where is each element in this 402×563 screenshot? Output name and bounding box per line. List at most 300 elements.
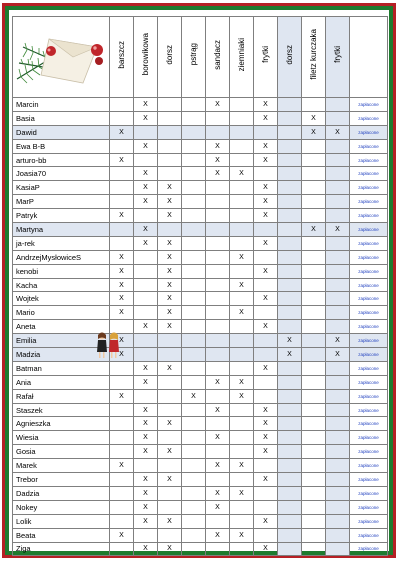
order-cell[interactable]: X	[302, 125, 326, 139]
order-cell[interactable]	[110, 486, 134, 500]
order-cell[interactable]: X	[134, 375, 158, 389]
order-cell[interactable]: X	[254, 431, 278, 445]
order-cell[interactable]	[206, 306, 230, 320]
order-cell[interactable]	[182, 111, 206, 125]
order-cell[interactable]: X	[326, 125, 350, 139]
order-cell[interactable]	[158, 348, 182, 362]
order-cell[interactable]	[302, 195, 326, 209]
order-cell[interactable]	[158, 98, 182, 112]
order-cell[interactable]: X	[254, 209, 278, 223]
order-cell[interactable]	[158, 431, 182, 445]
order-cell[interactable]: X	[134, 486, 158, 500]
order-cell[interactable]: X	[254, 195, 278, 209]
person-name[interactable]: ja-rek	[13, 236, 110, 250]
order-cell[interactable]	[302, 181, 326, 195]
order-cell[interactable]: X	[254, 542, 278, 556]
person-name[interactable]: Gosia	[13, 445, 110, 459]
person-name[interactable]: kenobi	[13, 264, 110, 278]
order-cell[interactable]	[182, 209, 206, 223]
order-cell[interactable]	[278, 292, 302, 306]
order-cell[interactable]	[278, 389, 302, 403]
order-cell[interactable]	[302, 542, 326, 556]
order-cell[interactable]	[134, 292, 158, 306]
person-name[interactable]: Marek	[13, 459, 110, 473]
order-cell[interactable]	[302, 486, 326, 500]
order-cell[interactable]	[302, 278, 326, 292]
order-cell[interactable]: X	[158, 417, 182, 431]
person-name[interactable]: Basia	[13, 111, 110, 125]
order-cell[interactable]	[110, 500, 134, 514]
person-name[interactable]: Dawid	[13, 125, 110, 139]
order-cell[interactable]: X	[134, 403, 158, 417]
order-cell[interactable]	[278, 542, 302, 556]
order-cell[interactable]: X	[326, 223, 350, 237]
order-cell[interactable]	[230, 209, 254, 223]
order-cell[interactable]	[206, 264, 230, 278]
order-cell[interactable]	[182, 361, 206, 375]
order-cell[interactable]: X	[254, 111, 278, 125]
order-cell[interactable]	[278, 139, 302, 153]
order-cell[interactable]	[302, 320, 326, 334]
order-cell[interactable]: X	[230, 250, 254, 264]
order-cell[interactable]: X	[110, 306, 134, 320]
order-cell[interactable]: X	[254, 320, 278, 334]
order-cell[interactable]: X	[206, 459, 230, 473]
order-cell[interactable]: X	[158, 292, 182, 306]
order-cell[interactable]: X	[110, 209, 134, 223]
order-cell[interactable]	[302, 361, 326, 375]
order-cell[interactable]	[110, 139, 134, 153]
order-cell[interactable]	[254, 348, 278, 362]
order-cell[interactable]	[110, 473, 134, 487]
order-cell[interactable]	[302, 306, 326, 320]
order-cell[interactable]	[278, 375, 302, 389]
order-cell[interactable]	[230, 417, 254, 431]
order-cell[interactable]	[134, 334, 158, 348]
order-cell[interactable]: X	[134, 236, 158, 250]
person-name[interactable]: Mario	[13, 306, 110, 320]
order-cell[interactable]	[158, 403, 182, 417]
order-cell[interactable]	[278, 431, 302, 445]
order-cell[interactable]	[182, 264, 206, 278]
order-cell[interactable]	[206, 209, 230, 223]
order-cell[interactable]	[182, 320, 206, 334]
order-cell[interactable]	[206, 278, 230, 292]
order-cell[interactable]	[134, 348, 158, 362]
order-cell[interactable]	[326, 542, 350, 556]
order-cell[interactable]	[182, 473, 206, 487]
order-cell[interactable]: X	[134, 445, 158, 459]
order-cell[interactable]	[326, 417, 350, 431]
order-cell[interactable]: X	[254, 98, 278, 112]
order-cell[interactable]	[110, 403, 134, 417]
order-cell[interactable]: X	[134, 167, 158, 181]
order-cell[interactable]	[110, 98, 134, 112]
order-cell[interactable]	[326, 389, 350, 403]
order-cell[interactable]	[182, 417, 206, 431]
order-cell[interactable]	[278, 153, 302, 167]
order-cell[interactable]	[206, 125, 230, 139]
person-name[interactable]: Rafał	[13, 389, 110, 403]
order-cell[interactable]	[182, 125, 206, 139]
order-cell[interactable]	[302, 459, 326, 473]
order-cell[interactable]: X	[110, 348, 134, 362]
order-cell[interactable]	[230, 320, 254, 334]
order-cell[interactable]: X	[110, 528, 134, 542]
order-cell[interactable]	[158, 139, 182, 153]
order-cell[interactable]: X	[206, 153, 230, 167]
person-name[interactable]: Beata	[13, 528, 110, 542]
order-cell[interactable]	[230, 195, 254, 209]
order-cell[interactable]: X	[158, 181, 182, 195]
order-cell[interactable]: X	[134, 223, 158, 237]
order-cell[interactable]	[326, 181, 350, 195]
order-cell[interactable]	[302, 528, 326, 542]
order-cell[interactable]: X	[134, 542, 158, 556]
order-cell[interactable]	[326, 111, 350, 125]
order-cell[interactable]	[230, 125, 254, 139]
person-name[interactable]: Marcin	[13, 98, 110, 112]
order-cell[interactable]: X	[230, 278, 254, 292]
order-cell[interactable]	[110, 514, 134, 528]
order-cell[interactable]	[278, 181, 302, 195]
person-name[interactable]: arturo-bb	[13, 153, 110, 167]
order-cell[interactable]	[182, 181, 206, 195]
order-cell[interactable]: X	[206, 500, 230, 514]
order-cell[interactable]	[254, 223, 278, 237]
order-cell[interactable]: X	[134, 320, 158, 334]
order-cell[interactable]: X	[134, 514, 158, 528]
order-cell[interactable]	[278, 195, 302, 209]
order-cell[interactable]	[302, 403, 326, 417]
order-cell[interactable]: X	[158, 250, 182, 264]
person-name[interactable]: Patryk	[13, 209, 110, 223]
order-cell[interactable]	[182, 514, 206, 528]
person-name[interactable]: Madzia	[13, 348, 110, 362]
person-name[interactable]: Martyna	[13, 223, 110, 237]
order-cell[interactable]: X	[254, 139, 278, 153]
order-cell[interactable]	[230, 514, 254, 528]
order-cell[interactable]	[302, 389, 326, 403]
order-cell[interactable]	[110, 445, 134, 459]
order-cell[interactable]	[254, 278, 278, 292]
order-cell[interactable]	[134, 250, 158, 264]
order-cell[interactable]	[326, 292, 350, 306]
order-cell[interactable]	[158, 153, 182, 167]
order-cell[interactable]	[230, 236, 254, 250]
order-cell[interactable]	[110, 223, 134, 237]
order-cell[interactable]	[278, 486, 302, 500]
order-cell[interactable]	[230, 139, 254, 153]
order-cell[interactable]: X	[206, 403, 230, 417]
order-cell[interactable]: X	[254, 514, 278, 528]
order-cell[interactable]: X	[278, 348, 302, 362]
order-cell[interactable]	[230, 361, 254, 375]
order-cell[interactable]	[182, 278, 206, 292]
order-cell[interactable]	[230, 334, 254, 348]
order-cell[interactable]	[206, 417, 230, 431]
order-cell[interactable]: X	[302, 223, 326, 237]
order-cell[interactable]	[158, 500, 182, 514]
order-cell[interactable]	[326, 473, 350, 487]
person-name[interactable]: KasiaP	[13, 181, 110, 195]
order-cell[interactable]	[134, 125, 158, 139]
order-cell[interactable]	[206, 361, 230, 375]
order-cell[interactable]: X	[158, 514, 182, 528]
order-cell[interactable]	[182, 348, 206, 362]
order-cell[interactable]: X	[158, 320, 182, 334]
order-cell[interactable]	[326, 264, 350, 278]
order-cell[interactable]	[110, 195, 134, 209]
order-cell[interactable]: X	[206, 486, 230, 500]
order-cell[interactable]	[182, 306, 206, 320]
order-cell[interactable]: X	[254, 403, 278, 417]
order-cell[interactable]: X	[302, 111, 326, 125]
order-cell[interactable]: X	[134, 181, 158, 195]
order-cell[interactable]	[254, 306, 278, 320]
order-cell[interactable]	[302, 431, 326, 445]
order-cell[interactable]	[206, 445, 230, 459]
order-cell[interactable]: X	[182, 389, 206, 403]
order-cell[interactable]: X	[134, 417, 158, 431]
order-cell[interactable]	[182, 292, 206, 306]
order-cell[interactable]	[278, 236, 302, 250]
order-cell[interactable]	[230, 542, 254, 556]
order-cell[interactable]	[326, 500, 350, 514]
order-cell[interactable]: X	[254, 445, 278, 459]
order-cell[interactable]	[158, 375, 182, 389]
order-cell[interactable]	[230, 445, 254, 459]
order-cell[interactable]: X	[230, 459, 254, 473]
order-cell[interactable]	[254, 528, 278, 542]
order-cell[interactable]	[326, 306, 350, 320]
order-cell[interactable]	[278, 278, 302, 292]
order-cell[interactable]	[158, 125, 182, 139]
order-cell[interactable]	[158, 486, 182, 500]
order-cell[interactable]	[182, 486, 206, 500]
order-cell[interactable]	[326, 153, 350, 167]
order-cell[interactable]	[158, 459, 182, 473]
order-cell[interactable]	[278, 500, 302, 514]
order-cell[interactable]	[206, 514, 230, 528]
order-cell[interactable]	[182, 528, 206, 542]
order-cell[interactable]	[326, 431, 350, 445]
order-cell[interactable]	[110, 361, 134, 375]
person-name[interactable]: Ziga	[13, 542, 110, 556]
order-cell[interactable]	[182, 250, 206, 264]
order-cell[interactable]	[206, 542, 230, 556]
order-cell[interactable]	[278, 111, 302, 125]
order-cell[interactable]	[326, 236, 350, 250]
order-cell[interactable]	[254, 125, 278, 139]
order-cell[interactable]	[278, 514, 302, 528]
order-cell[interactable]: X	[254, 181, 278, 195]
order-cell[interactable]	[158, 389, 182, 403]
order-cell[interactable]	[302, 250, 326, 264]
order-cell[interactable]: X	[206, 167, 230, 181]
order-cell[interactable]	[230, 111, 254, 125]
order-cell[interactable]: X	[158, 473, 182, 487]
order-cell[interactable]	[182, 223, 206, 237]
order-cell[interactable]	[158, 528, 182, 542]
order-cell[interactable]	[254, 375, 278, 389]
order-cell[interactable]: X	[206, 431, 230, 445]
order-cell[interactable]: X	[206, 139, 230, 153]
order-cell[interactable]	[158, 111, 182, 125]
order-cell[interactable]: X	[158, 195, 182, 209]
order-cell[interactable]: X	[254, 236, 278, 250]
order-cell[interactable]	[278, 209, 302, 223]
order-cell[interactable]	[110, 181, 134, 195]
order-cell[interactable]: X	[134, 195, 158, 209]
order-cell[interactable]	[302, 167, 326, 181]
order-cell[interactable]	[110, 417, 134, 431]
order-cell[interactable]	[182, 236, 206, 250]
order-cell[interactable]	[134, 306, 158, 320]
person-name[interactable]: AndrzejMysłowiceS	[13, 250, 110, 264]
person-name[interactable]: Wiesia	[13, 431, 110, 445]
order-cell[interactable]	[278, 125, 302, 139]
order-cell[interactable]: X	[158, 264, 182, 278]
order-cell[interactable]	[302, 139, 326, 153]
order-cell[interactable]: X	[230, 375, 254, 389]
order-cell[interactable]	[110, 236, 134, 250]
order-cell[interactable]: X	[134, 111, 158, 125]
order-cell[interactable]	[110, 542, 134, 556]
order-cell[interactable]: X	[158, 306, 182, 320]
order-cell[interactable]	[134, 528, 158, 542]
order-cell[interactable]	[134, 459, 158, 473]
order-cell[interactable]: X	[158, 361, 182, 375]
order-cell[interactable]: X	[230, 306, 254, 320]
order-cell[interactable]	[326, 195, 350, 209]
order-cell[interactable]	[326, 403, 350, 417]
order-cell[interactable]	[230, 500, 254, 514]
order-cell[interactable]	[182, 334, 206, 348]
order-cell[interactable]: X	[110, 278, 134, 292]
order-cell[interactable]: X	[254, 153, 278, 167]
order-cell[interactable]	[206, 181, 230, 195]
order-cell[interactable]	[206, 111, 230, 125]
order-cell[interactable]: X	[326, 348, 350, 362]
order-cell[interactable]	[182, 500, 206, 514]
order-cell[interactable]	[302, 348, 326, 362]
order-cell[interactable]	[206, 195, 230, 209]
order-cell[interactable]: X	[254, 417, 278, 431]
order-cell[interactable]	[182, 403, 206, 417]
order-cell[interactable]	[326, 528, 350, 542]
person-name[interactable]: Nokey	[13, 500, 110, 514]
order-cell[interactable]	[134, 278, 158, 292]
order-cell[interactable]: X	[158, 209, 182, 223]
order-cell[interactable]	[158, 167, 182, 181]
order-cell[interactable]	[254, 500, 278, 514]
person-name[interactable]: Agnieszka	[13, 417, 110, 431]
order-cell[interactable]	[326, 445, 350, 459]
order-cell[interactable]	[254, 389, 278, 403]
person-name[interactable]: Ania	[13, 375, 110, 389]
order-cell[interactable]	[182, 139, 206, 153]
order-cell[interactable]	[326, 98, 350, 112]
person-name[interactable]: Staszek	[13, 403, 110, 417]
order-cell[interactable]	[278, 223, 302, 237]
order-cell[interactable]	[182, 375, 206, 389]
order-cell[interactable]	[278, 417, 302, 431]
order-cell[interactable]	[326, 486, 350, 500]
order-cell[interactable]	[182, 153, 206, 167]
order-cell[interactable]: X	[110, 264, 134, 278]
order-cell[interactable]	[278, 403, 302, 417]
order-cell[interactable]: X	[134, 473, 158, 487]
order-cell[interactable]	[182, 167, 206, 181]
order-cell[interactable]	[134, 153, 158, 167]
order-cell[interactable]	[326, 514, 350, 528]
order-cell[interactable]: X	[158, 445, 182, 459]
order-cell[interactable]: X	[254, 361, 278, 375]
person-name[interactable]: Ewa B-B	[13, 139, 110, 153]
order-cell[interactable]: X	[230, 389, 254, 403]
order-cell[interactable]	[158, 334, 182, 348]
order-cell[interactable]	[182, 195, 206, 209]
order-cell[interactable]: X	[254, 292, 278, 306]
order-cell[interactable]	[302, 98, 326, 112]
order-cell[interactable]: X	[230, 167, 254, 181]
order-cell[interactable]	[302, 236, 326, 250]
order-cell[interactable]	[326, 361, 350, 375]
order-cell[interactable]	[206, 236, 230, 250]
person-name[interactable]: Lolik	[13, 514, 110, 528]
order-cell[interactable]: X	[110, 125, 134, 139]
order-cell[interactable]	[326, 278, 350, 292]
person-name[interactable]: Joasia70	[13, 167, 110, 181]
person-name[interactable]: Aneta	[13, 320, 110, 334]
order-cell[interactable]	[206, 320, 230, 334]
order-cell[interactable]	[254, 486, 278, 500]
order-cell[interactable]	[278, 459, 302, 473]
order-cell[interactable]	[302, 209, 326, 223]
order-cell[interactable]: X	[110, 292, 134, 306]
order-cell[interactable]	[278, 250, 302, 264]
order-cell[interactable]	[278, 528, 302, 542]
order-cell[interactable]	[230, 264, 254, 278]
order-cell[interactable]	[158, 223, 182, 237]
order-cell[interactable]	[206, 348, 230, 362]
order-cell[interactable]: X	[134, 98, 158, 112]
order-cell[interactable]	[254, 167, 278, 181]
order-cell[interactable]: X	[254, 473, 278, 487]
person-name[interactable]: Kacha	[13, 278, 110, 292]
person-name[interactable]: Wojtek	[13, 292, 110, 306]
person-name[interactable]: Trebor	[13, 473, 110, 487]
order-cell[interactable]: X	[206, 98, 230, 112]
order-cell[interactable]	[278, 320, 302, 334]
order-cell[interactable]: X	[158, 542, 182, 556]
order-cell[interactable]	[302, 514, 326, 528]
order-cell[interactable]: X	[158, 236, 182, 250]
order-cell[interactable]	[182, 459, 206, 473]
order-cell[interactable]	[326, 320, 350, 334]
order-cell[interactable]: X	[110, 459, 134, 473]
order-cell[interactable]	[302, 473, 326, 487]
order-cell[interactable]	[326, 375, 350, 389]
order-cell[interactable]	[326, 209, 350, 223]
order-cell[interactable]	[278, 98, 302, 112]
order-cell[interactable]	[182, 98, 206, 112]
order-cell[interactable]	[326, 139, 350, 153]
order-cell[interactable]	[182, 445, 206, 459]
order-cell[interactable]	[254, 250, 278, 264]
order-cell[interactable]	[230, 431, 254, 445]
